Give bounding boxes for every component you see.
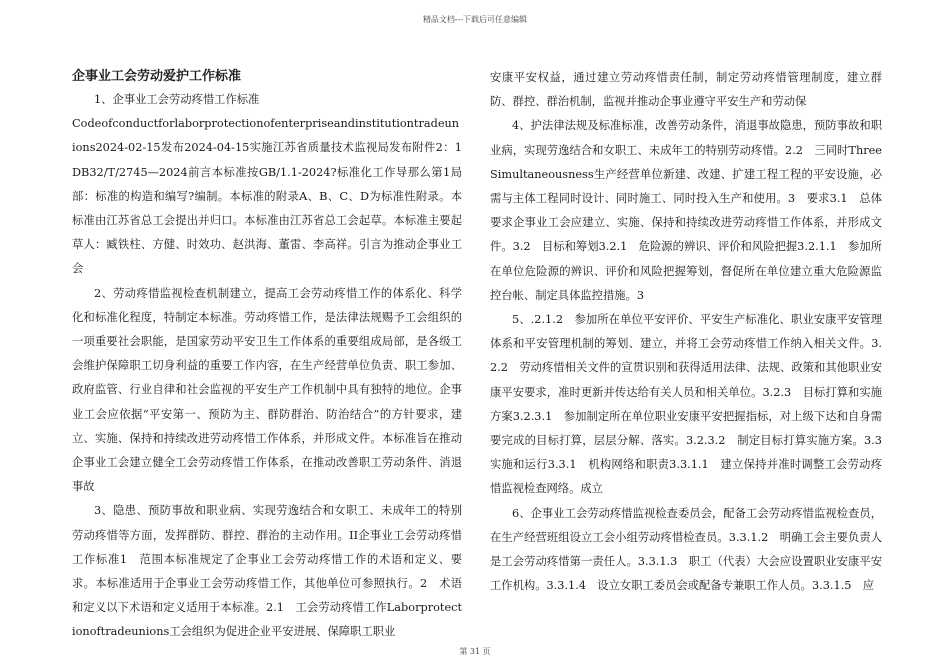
left-column [72, 66, 462, 645]
paragraph-7: 5、.2.1.2 参加所在单位平安评价、平安生产标准化、职业安康平安管理体系和平安管理机制的筹划、建立，并将工会劳动疼惜工作纳入相关文件。3.2.2 劳动疼惜相关文件的宣贯识别和获得适用法律、法规、政策和其他职业安康平安要求，准时更新并传达给有关人员和相关单位。3.2.3 目标打算和实施方案3.2.3.1 参加制定所在单位职业安康平安把握指标，对上级下达和自身需要完成的目标打算，层层分解、落实。3.2.3.2 制定目标打算实施方案。3.3 实施和运行3.3.1 机构网络和职责3.3.1.1 建立保持并准时调整工会劳动疼惜监视检查网络。成立 [490, 313, 894, 496]
paragraph-5: 安康平安权益，通过建立劳动疼惜责任制，制定劳动疼惜管理制度，建立群防、群控、群治机制，监视并推动企事业遵守平安生产和劳动保 [490, 71, 882, 109]
page-header: 精品文档---下载后可任意编辑 [422, 15, 528, 24]
paragraph-2: Codeofconductforlaborprotectionofenterpriseandinstitutiontradeunions2024-02-15发布2024-04-15实施江苏省质量技术监视局发布附件2：1DB32/T/2745—2024前言本标准按GB/1.1-2024?标准化工作导那么第1局部：标准的构造和编写?编制。本标准的附录A、B、C、D为标准性附录。本标准由江苏省总工会提出并归口。本标准由江苏省总工会起草。本标准主要起草人：臧铁柱、方健、时效功、赵洪海、董雷、李高祥。引言为推动企事业工会 [72, 117, 462, 276]
paragraph-1: 1、企事业工会劳动疼惜工作标准 [94, 93, 260, 106]
paragraph-6: 4、护法律法规及标准标准，改善劳动条件，消退事故隐患，预防事故和职业病，实现劳逸结合和女职工、未成年工的特别劳动疼惜。2.2 三同时ThreeSimultaneousness生产经营单位新建、改建、扩建工程工程的平安设施，必需与主体工程同时设计、同时施工、同时投入生产和使用。3 要求3.1 总体要求企事业工会应建立、实施、保持和持续改进劳动疼惜工作体系，并形成文件。3.2 目标和筹划3.2.1 危险源的辨识、评价和风险把握3.2.1.1 参加所在单位危险源的辨识、评价和风险把握筹划，督促所在单位建立重大危险源监控台帐、制定具体监控措施。3 [490, 119, 882, 302]
right-column [490, 66, 894, 598]
paragraph-8: 6、企事业工会劳动疼惜监视检查委员会，配备工会劳动疼惜监视检查员，在生产经营班组设立工会小组劳动疼惜检查员。3.3.1.2 明确工会主要负责人是工会劳动疼惜第一责任人。3.3.1.3 职工（代表）大会应设置职业安康平安工作机构。3.3.1.4 设立女职工委员会或配备专兼职工作人员。3.3.1.5 应 [490, 506, 882, 593]
paragraph-4: 3、隐患、预防事故和职业病、实现劳逸结合和女职工、未成年工的特别劳动疼惜等方面，发挥群防、群控、群治的主动作用。II企事业工会劳动疼惜工作标准1 范围本标准规定了企事业工会劳动疼惜工作的术语和定义、要求。本标准适用于企事业工会劳动疼惜工作，其他单位可参照执行。2 术语和定义以下术语和定义适用于本标准。2.1 工会劳动疼惜工作Laborprotectionoftradeunions工会组织为促进企业平安进展、保障职工职业 [72, 504, 462, 639]
document-title: 企事业工会劳动爱护工作标准 [72, 69, 242, 84]
page-number: 第 31 页 [459, 647, 491, 656]
paragraph-3: 2、劳动疼惜监视检查机制建立，提高工会劳动疼惜工作的体系化、科学化和标准化程度，特制定本标准。劳动疼惜工作，是法律法规赐予工会组织的一项重要社会职能，是国家劳动平安卫生工作体系的重要组成局部，是各级工会维护保障职工切身利益的重要工作内容，在生产经营单位负责、职工参加、政府监管、行业自律和社会监视的平安生产工作机制中具有独特的地位。企事业工会应依据“平安第一、预防为主、群防群治、防治结合”的方针要求，建立、实施、保持和持续改进劳动疼惜工作体系，并形成文件。本标准旨在推动企事业工会建立健全工会劳动疼惜工作体系，在推动改善职工劳动条件、消退事故 [72, 286, 462, 494]
